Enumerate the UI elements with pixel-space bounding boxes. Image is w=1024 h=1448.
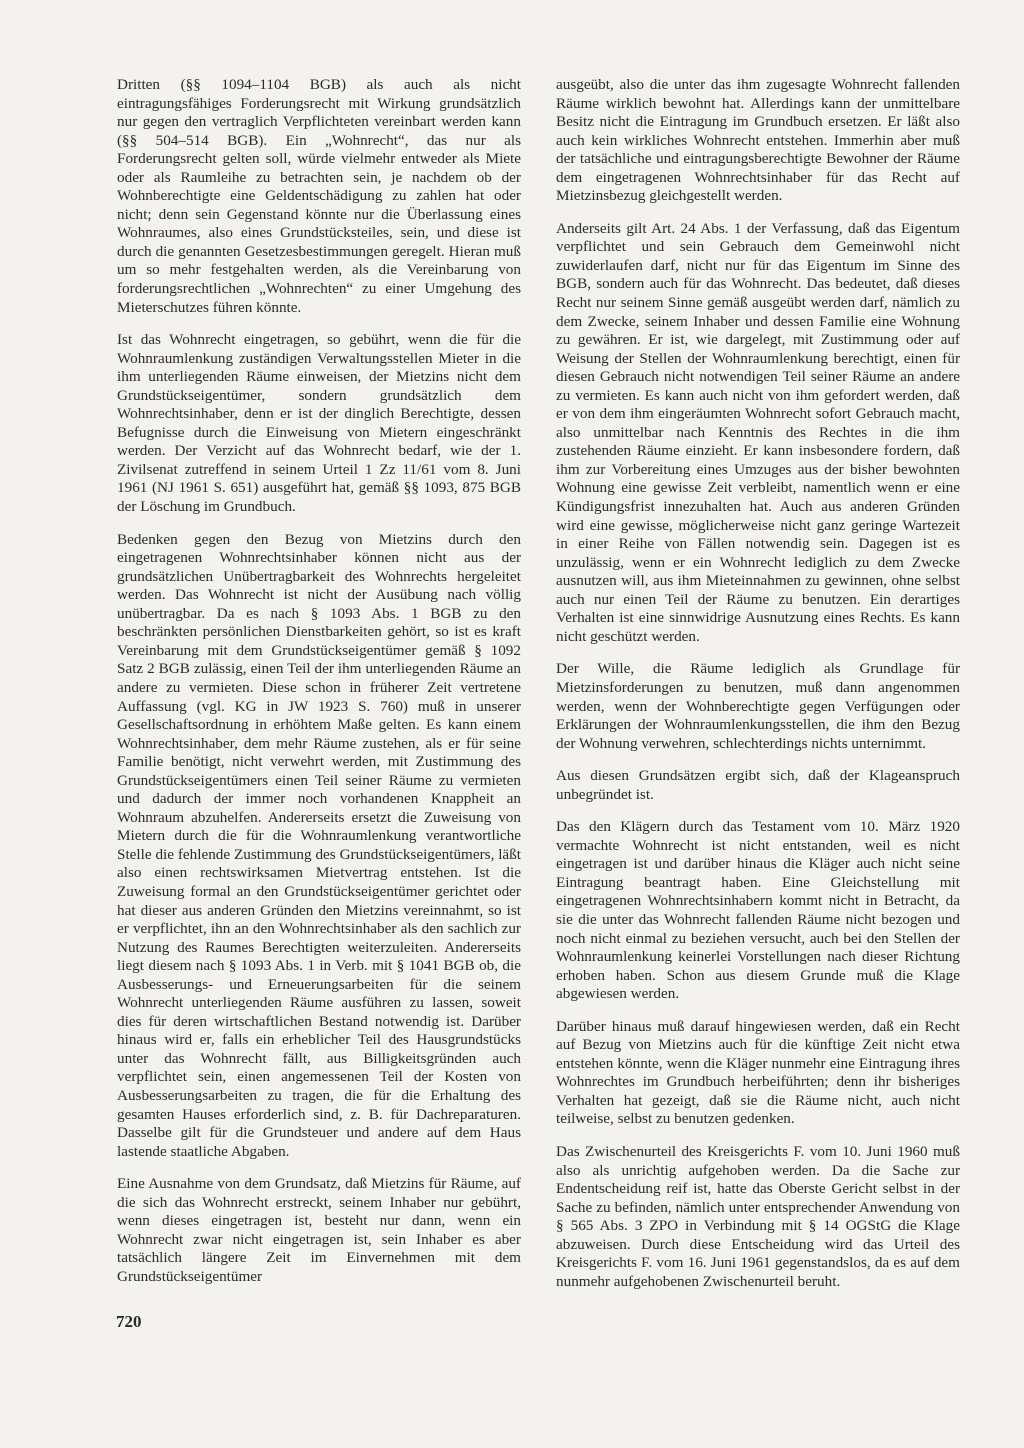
paragraph: Anderseits gilt Art. 24 Abs. 1 der Verfassung, daß das Eigentum verpflichtet und sein Gebrauch dem Gemeinwohl nicht zuwiderlaufen darf, nicht nur für das Eigentum im Sinne des BGB, sondern auch für das Wohnrecht. Das bedeutet, daß dieses Recht nur seinem Sinne gemäß ausgeübt werden darf, nämlich zu dem Zwecke, seinem Inhaber und dessen Familie eine Wohnung zu gewähren. Er ist, wie dargelegt, mit Zustimmung oder auf Weisung der Stellen der Wohnraumlenkung berechtigt, einen für diesen Gebrauch nicht notwendigen Teil seiner Räume an andere zu vermieten. Es kann auch nicht von ihm gefordert werden, daß er von dem ihm eingeräumten Wohnrecht sofort Gebrauch macht, also unmittelbar nach Kenntnis des Rechtes in die ihm zustehenden Räume einzieht. Er kann insbesondere fordern, daß ihm zur Vorbereitung eines Umzuges aus der bisher bewohnten Wohnung eine gewisse Zeit verbleibt, namentlich wenn er eine Kündigungsfrist innezuhalten hat. Auch aus anderen Gründen wird eine gewisse, möglicherweise nicht ganz geringe Wartezeit in einer Reihe von Fällen notwendig sein. Dagegen ist es unzulässig, wenn er ein Wohnrecht lediglich zu dem Zwecke ausnutzen will, aus ihm Mieteinnahmen zu gewinnen, ohne selbst auch nur einen Teil der Räume zu benutzen. Ein derartiges Verhalten ist eine sinnwidrige Ausnutzung eines Rechts. Es kann nicht geschützt werden. [556,219,960,645]
paragraph: Das Zwischenurteil des Kreisgerichts F. vom 10. Juni 1960 muß also als unrichtig aufgehoben werden. Da die Sache zur Endentscheidung reif ist, hatte das Oberste Gericht selbst in der Sache zu befinden, nämlich unter entsprechender Anwendung von § 565 Abs. 3 ZPO in Verbindung mit § 14 OGStG die Klage abzuweisen. Durch diese Entscheidung wird das Urteil des Kreisgerichts F. vom 16. Juni 1961 gegenstandslos, da es auf dem nunmehr aufgehobenen Zwischenurteil beruht. [556,1142,960,1290]
paragraph: Ist das Wohnrecht eingetragen, so gebührt, wenn die für die Wohnraumlenkung zuständigen Verwaltungsstellen Mieter in die ihm unterliegenden Räume einweisen, der Mietzins nicht dem Grundstückseigentümer, sondern grundsätzlich dem Wohnrechtsinhaber, denn er ist der dinglich Berechtigte, dessen Befugnisse durch die Einweisung von Mietern eingeschränkt werden. Der Verzicht auf das Wohnrecht bedarf, wie der 1. Zivilsenat zutreffend in seinem Urteil 1 Zz 11/61 vom 8. Juni 1961 (NJ 1961 S. 651) ausgeführt hat, gemäß §§ 1093, 875 BGB der Löschung im Grundbuch. [117,331,521,516]
left-column [117,76,521,1300]
paragraph: Der Wille, die Räume lediglich als Grundlage für Mietzinsforderungen zu benutzen, muß dann angenommen werden, wenn der Wohnberechtigte gegen Verfügungen oder Erklärungen der Wohnraumlenkungsstellen, die ihm den Bezug der Wohnung verwehren, schlechterdings nichts unternimmt. [556,660,960,752]
paragraph: Das den Klägern durch das Testament vom 10. März 1920 vermachte Wohnrecht ist nicht entstanden, weil es nicht eingetragen ist und darüber hinaus die Kläger auch nicht seine Eintragung beantragt haben. Eine Gleichstellung mit eingetragenen Wohnrechtsinhabern kommt nicht in Betracht, da sie die unter das Wohnrecht fallenden Räume nicht bezogen und noch nicht einmal zu beziehen versucht, auch bei den Stellen der Wohnraumlenkung keinerlei Vorstellungen nach dieser Richtung erhoben haben. Schon aus diesem Grunde muß die Klage abgewiesen werden. [556,818,960,1003]
paragraph: Darüber hinaus muß darauf hingewiesen werden, daß ein Recht auf Bezug von Mietzins auch für die künftige Zeit nicht etwa entstehen könnte, wenn die Kläger nunmehr eine Eintragung ihres Wohnrechtes im Grundbuch herbeiführten; denn ihr bisheriges Verhalten hat gezeigt, daß sie die Räume nicht, auch nicht teilweise, selbst zu benutzen gedenken. [556,1017,960,1128]
paragraph: Eine Ausnahme von dem Grundsatz, daß Mietzins für Räume, auf die sich das Wohnrecht erstreckt, seinem Inhaber nur gebührt, wenn dieses eingetragen ist, besteht nur dann, wenn ein Wohnrecht zwar nicht eingetragen ist, sein Inhaber es aber tatsächlich längere Zeit im Einvernehmen mit dem Grundstückseigentümer [117,1175,521,1285]
paragraph: ausgeübt, also die unter das ihm zugesagte Wohnrecht fallenden Räume wirklich bewohnt hat. Allerdings kann der unmittelbare Besitz nicht die Eintragung im Grundbuch ersetzen. Er läßt also auch kein wirkliches Wohnrecht entstehen. Immerhin aber muß der tatsächliche und eintragungsberechtigte Bewohner der Räume dem eingetragenen Wohnrechtsinhaber für das Recht auf Mietzinsbezug gleichgestellt werden. [556,76,960,205]
right-column [556,76,960,1305]
paragraph: Dritten (§§ 1094–1104 BGB) als auch als nicht eintragungsfähiges Forderungsrecht mit Wirkung grundsätzlich nur gegen den vertraglich Verpflichteten vereinbart werden kann (§§ 504–514 BGB). Ein „Wohnrecht“, das nur als Forderungsrecht gelten soll, würde vielmehr entweder als Miete oder als Raumleihe zu betrachten sein, je nachdem ob der Wohnberechtigte eine Geldentschädigung zu zahlen hat oder nicht; denn sein Gegenstand könnte nur die Überlassung eines Wohnraumes, also eines Grundstücksteiles, sein, und diese ist durch die genannten Gesetzesbestimmungen geregelt. Hieran muß um so mehr festgehalten werden, als die Vereinbarung von forderungsrechtlichen „Wohnrechten“ zu einer Umgehung des Mieterschutzes führen könnte. [117,76,521,316]
paragraph: Bedenken gegen den Bezug von Mietzins durch den eingetragenen Wohnrechtsinhaber können nicht aus der grundsätzlichen Unübertragbarkeit des Wohnrechts hergeleitet werden. Das Wohnrecht ist nicht der Ausübung nach völlig unübertragbar. Da es nach § 1093 Abs. 1 BGB zu den beschränkten persönlichen Dienstbarkeiten gehört, so ist es kraft Vereinbarung mit dem Grundstückseigentümer gemäß § 1092 Satz 2 BGB zulässig, einen Teil der ihm unterliegenden Räume an andere zu vermieten. Diese schon in früherer Zeit vertretene Auffassung (vgl. KG in JW 1923 S. 760) muß in unserer Gesellschaftsordnung in erhöhtem Maße gelten. Es kann einem Wohnrechtsinhaber, dem mehr Räume zustehen, als er für seine Familie benötigt, nicht verwehrt werden, mit Zustimmung des Grundstückseigentümers einen Teil seiner Räume zu vermieten und dadurch der immer noch vorhandenen Knappheit an Wohnraum abzuhelfen. Andererseits ersetzt die Zuweisung von Mietern durch die für die Wohnraumlenkung verantwortliche Stelle die fehlende Zustimmung des Grundstückseigentümers, läßt also einen rechtswirksamen Mietvertrag entstehen. Ist die Zuweisung formal an den Grundstückseigentümer gerichtet oder hat dieser aus anderen Gründen den Mietzins vereinnahmt, so ist er verpflichtet, ihn an den Wohnrechtsinhaber als den sachlich zur Nutzung des Raumes Berechtigten weiterzuleiten. Andererseits liegt diesem nach § 1093 Abs. 1 in Verb. mit § 1041 BGB ob, die Ausbesserungs- und Erneuerungsarbeiten für die seinem Wohnrecht unterliegenden Räume ausführen zu lassen, soweit dies für deren wirtschaftlichen Bestand notwendig ist. Darüber hinaus wird er, falls ein erheblicher Teil des Hausgrundstücks unter das Wohnrecht fällt, aus Billigkeitsgründen auch verpflichtet sein, einen angemessenen Teil der Kosten von Ausbesserungsarbeiten zu tragen, die für die Erhaltung des gesamten Hauses erforderlich sind, z. B. für Dachreparaturen. Dasselbe gilt für die Grundsteuer und andere auf dem Haus lastende staatliche Abgaben. [117,530,521,1160]
paragraph: Aus diesen Grundsätzen ergibt sich, daß der Klageanspruch unbegründet ist. [556,767,960,803]
page-number: 720 [116,1312,142,1331]
